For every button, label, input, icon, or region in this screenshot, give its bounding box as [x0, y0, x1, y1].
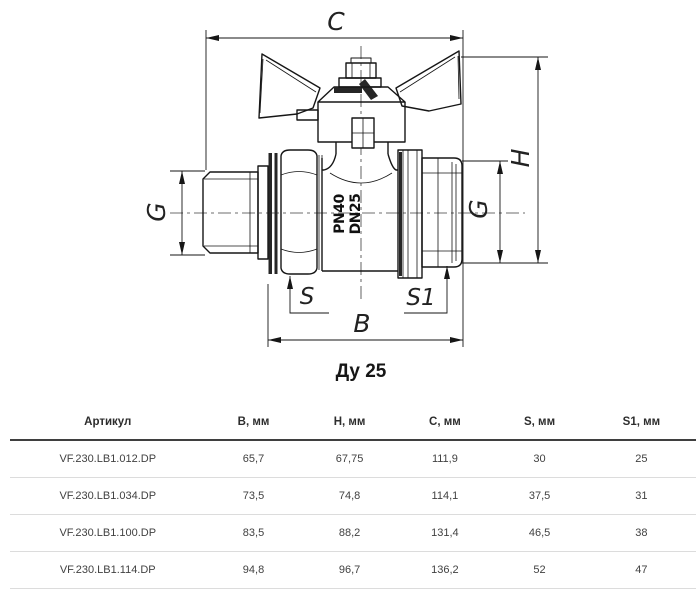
cell-s: 30 — [533, 453, 546, 465]
cell-s1: 25 — [635, 453, 648, 465]
cell-c: 111,9 — [431, 453, 458, 465]
arrow-up — [497, 161, 503, 174]
arrow-up — [179, 171, 185, 184]
stem-detail-bar — [334, 87, 362, 93]
cell-b: 83,5 — [242, 527, 265, 539]
valve-handle — [259, 51, 461, 148]
cell-s1: 31 — [635, 490, 648, 502]
leader-s — [287, 276, 329, 313]
col-header-h: H, мм — [333, 416, 366, 428]
dim-label-s1: S1 — [406, 285, 436, 311]
nominal-size-caption: Ду 25 — [335, 361, 387, 382]
col-header-c: C, мм — [429, 416, 461, 428]
col-header-s1: S1, мм — [622, 416, 661, 428]
marking-pn: PN40 — [332, 194, 348, 234]
cell-article: VF.230.LB1.100.DP — [59, 527, 157, 539]
table-row — [10, 478, 696, 515]
centerlines — [170, 46, 525, 300]
dimension-g-right — [462, 161, 508, 263]
table-row — [10, 515, 696, 552]
arrow-right — [450, 337, 463, 343]
body-ring — [398, 150, 422, 278]
table-row — [10, 441, 696, 478]
cell-s1: 47 — [635, 564, 648, 576]
dim-label-h: H — [506, 148, 535, 168]
arrow-left — [206, 35, 219, 41]
cell-s1: 38 — [635, 527, 648, 539]
union-gasket — [269, 153, 278, 274]
handle-wing-left — [259, 54, 320, 118]
dim-label-b: B — [353, 309, 371, 338]
arrow-up — [444, 266, 450, 279]
cell-h: 74,8 — [338, 490, 361, 502]
leader-s1 — [404, 266, 450, 313]
arrow-down — [179, 242, 185, 255]
cell-b: 65,7 — [242, 453, 265, 465]
cell-s: 46,5 — [528, 527, 551, 539]
dim-label-g-left: G — [142, 202, 171, 222]
arrow-right — [450, 35, 463, 41]
arrow-left — [268, 337, 281, 343]
cell-article: VF.230.LB1.034.DP — [59, 490, 157, 502]
male-thread — [203, 172, 258, 253]
cell-article: VF.230.LB1.114.DP — [59, 564, 156, 576]
cell-b: 94,8 — [242, 564, 265, 576]
col-header-article: Артикул — [84, 416, 132, 428]
cell-c: 131,4 — [431, 527, 459, 539]
arrow-up — [535, 57, 541, 70]
dim-label-g-right: G — [464, 199, 493, 219]
union-tailpiece — [258, 166, 268, 259]
marking-dn: DN25 — [348, 193, 364, 235]
stem-nut — [352, 118, 374, 148]
handle-hub — [339, 78, 381, 87]
cell-h: 96,7 — [338, 564, 361, 576]
table-header-row — [10, 405, 696, 441]
bonnet-tab — [297, 110, 318, 120]
dim-label-s: S — [299, 284, 315, 310]
col-header-b: B, мм — [237, 416, 270, 428]
cell-c: 136,2 — [431, 564, 459, 576]
dim-label-c: C — [327, 7, 345, 36]
cell-b: 73,5 — [242, 490, 265, 502]
handle-wing-right — [396, 51, 461, 111]
cell-s: 52 — [533, 564, 546, 576]
table-row — [10, 552, 696, 589]
cell-h: 88,2 — [338, 527, 361, 539]
arrow-up — [287, 276, 293, 289]
body-marking — [332, 194, 364, 235]
arrow-down — [497, 250, 503, 263]
female-end — [422, 158, 462, 267]
dimensions-table — [10, 405, 696, 589]
union-hex-nut — [281, 150, 322, 274]
cell-s: 37,5 — [528, 490, 551, 502]
dimension-h — [461, 57, 548, 263]
arrow-down — [535, 250, 541, 263]
cell-h: 67,75 — [335, 453, 364, 465]
cell-c: 114,1 — [431, 490, 459, 502]
col-header-s: S, мм — [524, 416, 556, 428]
cell-article: VF.230.LB1.012.DP — [59, 453, 157, 465]
